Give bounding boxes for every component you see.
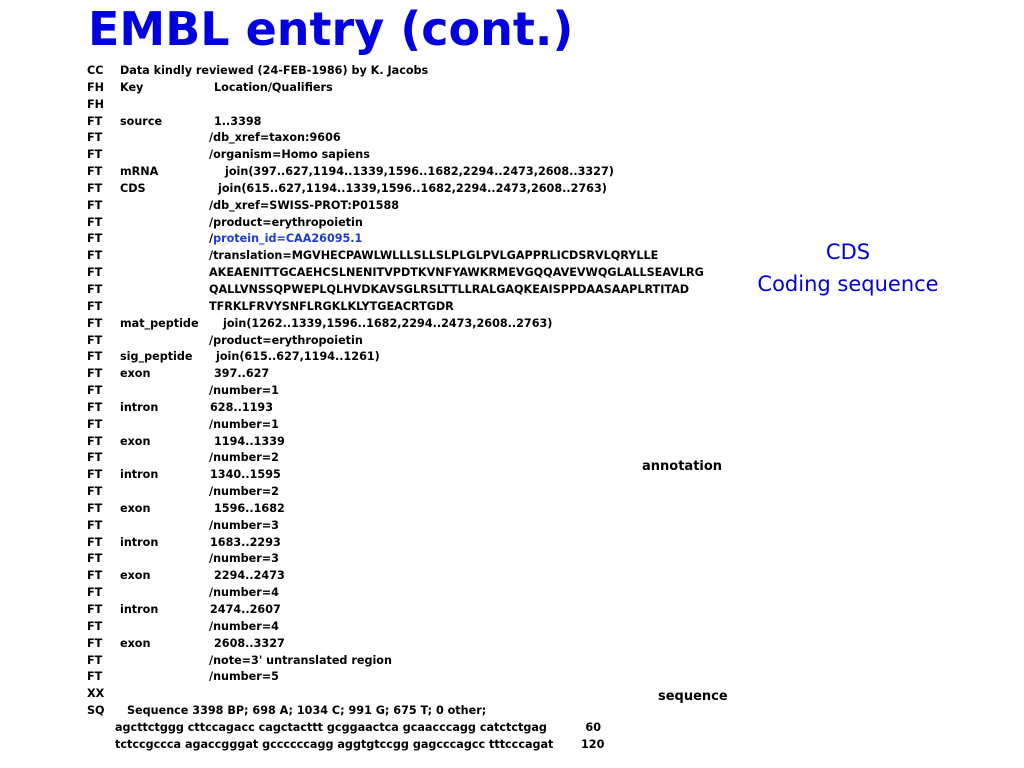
entry-line (87, 619, 747, 636)
feature-key: exon (120, 636, 151, 650)
line-code: FT (87, 165, 103, 179)
line-code: FT (87, 232, 103, 246)
feature-value-text: QALLVNSSQPWEPLQLHVDKAVSGLRSLTTLLRALGAQKEAISPPDAASAAPLRTITAD (209, 282, 690, 296)
feature-value (209, 619, 279, 636)
cds-note (748, 236, 948, 300)
line-code: FT (87, 114, 103, 128)
feature-key: intron (120, 535, 159, 549)
entry-line (87, 316, 747, 333)
entry-line (87, 80, 747, 97)
line-code: FT (87, 299, 103, 313)
line-code: FT (87, 501, 103, 515)
line-code: XX (87, 687, 105, 701)
feature-value (214, 434, 285, 451)
line-code: FT (87, 468, 103, 482)
feature-value-text: 1683..2293 (210, 535, 281, 549)
entry-line (87, 265, 747, 282)
feature-value (209, 417, 279, 434)
line-code: FT (87, 350, 103, 364)
entry-line (87, 518, 747, 535)
annotation-label: annotation (642, 459, 723, 474)
feature-key: intron (120, 400, 159, 414)
feature-value-text: 1340..1595 (210, 468, 281, 482)
entry-line (87, 602, 747, 619)
line-code: FT (87, 316, 103, 330)
line-code: FT (87, 451, 103, 465)
line-code: FT (87, 181, 103, 195)
cds-note-line1: CDS (825, 240, 871, 264)
feature-value-text: AKEAENITTGCAEHCSLNENITVPDTKVNFYAWKRMEVGQQAVEVWQGLALLSEAVLRG (209, 266, 704, 280)
feature-value-text: /number=4 (209, 586, 279, 600)
embl-entry-text (87, 63, 747, 754)
line-code: FT (87, 333, 103, 347)
entry-line (87, 231, 747, 248)
feature-value (210, 467, 281, 484)
feature-key: Data kindly reviewed (24-FEB-1986) by K. Jacobs (120, 64, 429, 77)
line-code: FH (87, 97, 105, 111)
sequence-summary: Sequence 3398 BP; 698 A; 1034 C; 991 G; 675 T; 0 other; (127, 704, 487, 718)
feature-value-text: Location/Qualifiers (214, 80, 333, 94)
feature-value (209, 669, 279, 686)
feature-value-text: / (209, 232, 214, 246)
sequence-text: tctccgccca agaccgggat gccccccagg aggtgtccgg gagcccagcc tttcccagat (115, 737, 554, 751)
entry-line (87, 130, 747, 147)
feature-key: mRNA (120, 165, 159, 179)
feature-value (209, 147, 370, 164)
feature-value-text: /number=1 (209, 384, 279, 398)
feature-value-text: 397..627 (214, 367, 270, 381)
feature-value (209, 282, 689, 299)
line-code: FT (87, 367, 103, 381)
feature-key: exon (120, 501, 151, 515)
entry-line (87, 568, 747, 585)
feature-value (209, 231, 362, 248)
line-code: FT (87, 535, 103, 549)
feature-key: mat_peptide (120, 316, 199, 330)
feature-value (216, 349, 380, 366)
entry-line (87, 501, 747, 518)
feature-value-text: 2608..3327 (214, 636, 285, 650)
line-code: FT (87, 266, 103, 280)
entry-line (87, 653, 747, 670)
line-code: FT (87, 485, 103, 499)
feature-key: Key (120, 80, 144, 94)
feature-value-text: 1596..1682 (214, 501, 285, 515)
entry-line (87, 434, 747, 451)
line-code: FT (87, 603, 103, 616)
feature-value (209, 518, 279, 535)
feature-value (209, 653, 392, 670)
line-code: FT (87, 670, 103, 684)
line-code: FH (87, 80, 105, 94)
entry-line (87, 484, 747, 501)
line-code: FT (87, 653, 103, 667)
feature-value-text: join(1262..1339,1596..1682,2294..2473,2608..2763) (223, 316, 553, 330)
feature-value (209, 484, 279, 501)
slide-title: EMBL entry (cont.) (88, 2, 574, 56)
feature-value-text: /number=2 (209, 485, 279, 499)
entry-line (87, 669, 747, 686)
feature-value-text: /number=3 (209, 518, 279, 532)
feature-value (214, 80, 333, 97)
entry-line (87, 147, 747, 164)
feature-key: sig_peptide (120, 350, 193, 364)
feature-key: intron (120, 468, 159, 482)
entry-line (87, 248, 747, 265)
entry-line (87, 333, 747, 350)
feature-value (209, 383, 279, 400)
feature-value-text: 2474..2607 (210, 603, 281, 616)
sequence-count: 120 (581, 737, 605, 751)
feature-value (214, 568, 285, 585)
line-code: FT (87, 619, 103, 633)
feature-value (209, 585, 279, 602)
feature-key: exon (120, 434, 151, 448)
feature-value (214, 636, 285, 653)
entry-line (87, 383, 747, 400)
feature-value (210, 602, 281, 619)
feature-value (209, 450, 279, 467)
feature-value (214, 501, 285, 518)
feature-value (209, 333, 363, 350)
feature-value-text: 1194..1339 (214, 434, 285, 448)
feature-value (214, 366, 269, 383)
sequence-line (87, 737, 747, 754)
line-code: FT (87, 434, 103, 448)
feature-value-text: 2294..2473 (214, 569, 285, 583)
entry-line (87, 551, 747, 568)
feature-value-text: /product=erythropoietin (209, 333, 363, 347)
line-code: FT (87, 518, 103, 532)
feature-value (209, 551, 279, 568)
entry-line (87, 164, 747, 181)
entry-line (87, 585, 747, 602)
entry-line (87, 349, 747, 366)
line-code: CC (87, 64, 104, 77)
feature-value (214, 114, 261, 131)
line-code: FT (87, 131, 103, 145)
feature-value-text: join(615..627,1194..1339,1596..1682,2294..2473,2608..2763) (218, 181, 607, 195)
feature-value (209, 299, 454, 316)
line-code: FT (87, 417, 103, 431)
feature-value-text: /product=erythropoietin (209, 215, 363, 229)
feature-value (225, 164, 614, 181)
feature-value-text: join(397..627,1194..1339,1596..1682,2294..2473,2608..3327) (225, 165, 614, 179)
entry-line (87, 366, 747, 383)
line-code: FT (87, 384, 103, 398)
line-code: FT (87, 586, 103, 600)
entry-line (87, 535, 747, 552)
feature-value-text: TFRKLFRVYSNFLRGKLKLYTGEACRTGDR (209, 299, 454, 313)
entry-line (87, 686, 747, 703)
feature-value-text: /translation=MGVHECPAWLWLLLSLLSLPLGLPVLGAPPRLICDSRVLQRYLLE (209, 249, 659, 263)
feature-value-text: join(615..627,1194..1261) (216, 350, 380, 364)
feature-value-text: 1..3398 (214, 114, 262, 128)
feature-value-text: 628..1193 (210, 400, 273, 414)
entry-line (87, 417, 747, 434)
feature-value-text: /number=4 (209, 619, 279, 633)
feature-key: exon (120, 569, 151, 583)
line-code: SQ (87, 704, 105, 718)
entry-line (87, 114, 747, 131)
feature-value-text: /db_xref=taxon:9606 (209, 131, 341, 145)
protein-id-link[interactable]: protein_id=CAA26095.1 (213, 232, 363, 246)
line-code: FT (87, 569, 103, 583)
line-code: FT (87, 636, 103, 650)
line-code: FT (87, 400, 103, 414)
cds-note-line2: Coding sequence (757, 272, 939, 296)
feature-value (209, 130, 341, 147)
feature-key: CDS (120, 181, 146, 195)
sequence-label: sequence (658, 689, 728, 704)
entry-line (87, 181, 747, 198)
feature-value (209, 215, 363, 232)
line-code: FT (87, 249, 103, 263)
line-code: FT (87, 552, 103, 566)
line-code: FT (87, 148, 103, 162)
feature-key: source (120, 114, 163, 128)
line-code: FT (87, 215, 103, 229)
entry-line (87, 63, 747, 80)
feature-key: exon (120, 367, 151, 381)
entry-line (87, 299, 747, 316)
entry-line (87, 97, 747, 114)
feature-value-text: /number=5 (209, 670, 279, 684)
feature-value-text: /number=1 (209, 417, 279, 431)
entry-line (87, 400, 747, 417)
entry-line (87, 198, 747, 215)
feature-value (210, 535, 281, 552)
entry-line (87, 636, 747, 653)
feature-value (209, 248, 658, 265)
feature-value-text: /note=3' untranslated region (209, 653, 392, 667)
entry-line (87, 215, 747, 232)
sequence-text: agcttctggg cttccagacc cagctacttt gcggaactca gcaacccagg catctctgag (115, 720, 547, 734)
line-code: FT (87, 198, 103, 212)
line-code: FT (87, 282, 103, 296)
sq-line (87, 703, 747, 720)
feature-value (210, 400, 273, 417)
feature-value-text: /db_xref=SWISS-PROT:P01588 (209, 198, 400, 212)
feature-value (223, 316, 552, 333)
feature-value-text: /number=2 (209, 451, 279, 465)
entry-line (87, 282, 747, 299)
feature-value-text: /organism=Homo sapiens (209, 148, 370, 162)
sequence-count: 60 (585, 720, 601, 734)
feature-value (209, 198, 399, 215)
feature-value (218, 181, 607, 198)
feature-value (209, 265, 704, 282)
sequence-line (87, 720, 747, 737)
feature-key: intron (120, 603, 159, 616)
feature-value-text: /number=3 (209, 552, 279, 566)
